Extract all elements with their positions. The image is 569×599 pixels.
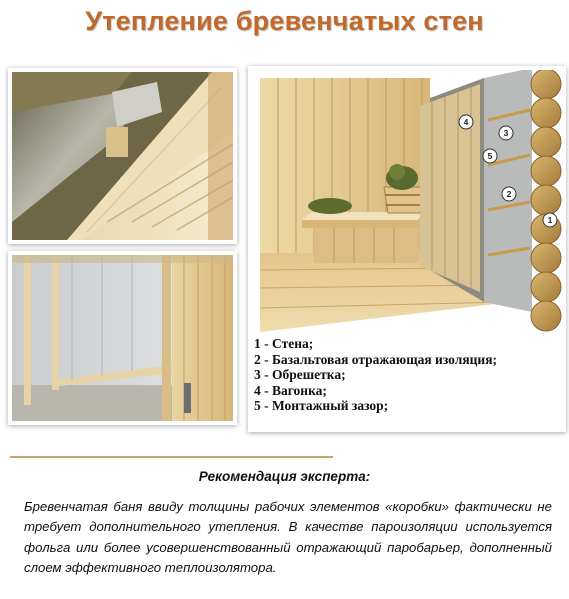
callout-5: [483, 149, 497, 163]
callout-3: [499, 126, 513, 140]
svg-text:3: 3: [503, 128, 509, 138]
svg-text:2: 2: [506, 189, 512, 199]
legend-item-gap: 5 - Монтажный зазор;: [254, 398, 389, 414]
sauna-wall-diagram: [252, 70, 562, 332]
legend-item-battens: 3 - Обрешетка;: [254, 367, 346, 383]
diagram-legend: [254, 336, 554, 414]
section-divider: [10, 456, 333, 458]
legend-item-insulation: 2 - Базальтовая отражающая изоляция;: [254, 351, 497, 367]
photo-lining-over-foil: [8, 68, 237, 244]
svg-text:4: 4: [463, 117, 469, 127]
photo-lining-over-foil-image: [12, 72, 233, 240]
callout-4: [459, 115, 473, 129]
photo-foil-corner: [8, 251, 237, 425]
photo-foil-corner-image: [12, 255, 233, 421]
svg-text:1: 1: [547, 215, 553, 225]
recommendation-heading: Рекомендация эксперта:: [198, 469, 371, 484]
callout-1: [543, 213, 557, 227]
svg-text:5: 5: [487, 151, 493, 161]
page-title: Утепление бревенчатых стен: [85, 6, 484, 36]
callout-2: [502, 187, 516, 201]
recommendation-text: Бревенчатая баня ввиду толщины рабочих элементов «коробки» фактически не требует дополнительного утепления. В качестве пароизоляции используется фольга или более усовершенствованный отражающий паробарьер, дополненный слоем эффективного теплоизолятора.: [24, 499, 552, 575]
legend-item-lining: 4 - Вагонка;: [254, 382, 327, 398]
legend-item-wall: 1 - Стена;: [254, 336, 314, 351]
